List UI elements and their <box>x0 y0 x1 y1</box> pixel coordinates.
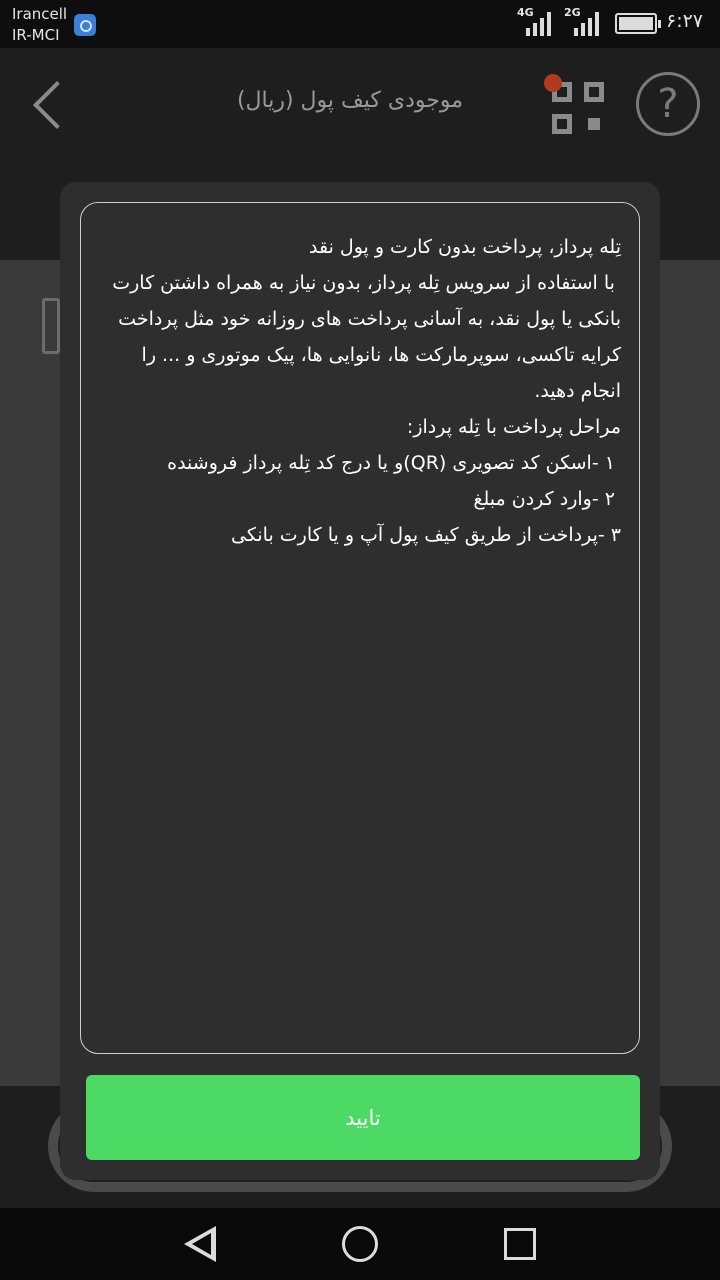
info-dialog <box>60 182 660 1180</box>
net-type-2: 2G <box>564 6 581 19</box>
net-type-1: 4G <box>517 6 534 19</box>
nav-home-icon[interactable] <box>342 1226 378 1262</box>
flashlight-icon <box>42 298 60 354</box>
dialog-body-text: تِله پرداز، پرداخت بدون کارت و پول نقد با استفاده از سرویس تِله پرداز، بدون نیاز به همراه داشتن کارت بانکی یا پول نقد، به آسانی پرداخت های روزانه خود مثل پرداخت کرایه تاکسی، سوپرمارکت ها، نانوایی ها، پیک موتوری و ... را انجام دهید. مراحل پرداخت با تِله پرداز: ۱ -اسکن کد تصویری (QR)و یا درج کد تِله پرداز فروشنده ۲ -وارد کردن مبلغ ۳ -پرداخت از طریق کیف پول آپ و یا کارت بانکی <box>112 236 621 546</box>
carrier-1: Irancell <box>12 5 68 23</box>
qr-code-icon[interactable] <box>552 82 604 134</box>
signal-2-icon <box>574 10 599 36</box>
app-badge-icon <box>74 14 96 36</box>
dialog-text-box[interactable] <box>80 202 640 1054</box>
nav-back-icon[interactable] <box>184 1226 216 1262</box>
battery-icon <box>615 13 657 34</box>
page-title: موجودی کیف پول (ریال) <box>236 88 464 113</box>
signal-1-icon <box>526 10 551 36</box>
carrier-labels <box>12 4 67 46</box>
status-bar <box>0 0 720 48</box>
notification-dot <box>544 74 562 92</box>
help-icon[interactable]: ? <box>636 72 700 136</box>
carrier-2: IR-MCI <box>12 26 60 44</box>
nav-recent-icon[interactable] <box>504 1228 536 1260</box>
status-time: ۶:۲۷ <box>666 10 704 32</box>
confirm-button[interactable]: تایید <box>86 1075 640 1160</box>
